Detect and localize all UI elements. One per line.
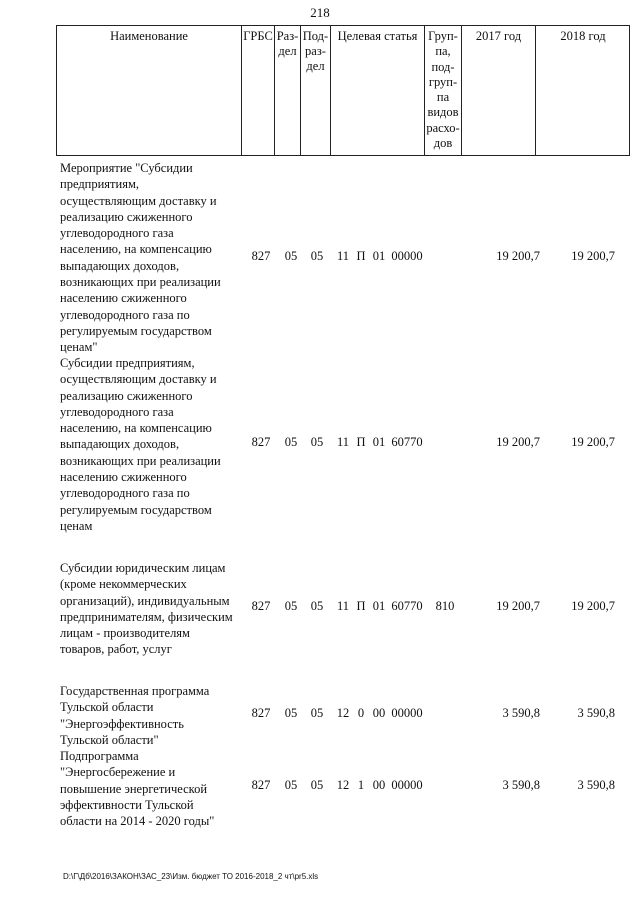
row-amount-2017: 3 590,8 bbox=[502, 706, 540, 720]
row-target-subprogram: П bbox=[356, 435, 366, 449]
row-podrazdel: 05 bbox=[310, 249, 324, 263]
row-target-program: 12 bbox=[336, 778, 350, 792]
row-target-event: 00 bbox=[372, 778, 386, 792]
row-target-event: 01 bbox=[372, 435, 386, 449]
row-podrazdel: 05 bbox=[310, 435, 324, 449]
file-path-footer: D:\Г\Дб\2016\ЗАКОН\ЗАС_23\Изм. бюджет ТО 2016-2018_2 чт\pr5.xls bbox=[63, 872, 319, 881]
header-grbs: ГРБС bbox=[243, 29, 273, 43]
row-grbs: 827 bbox=[251, 599, 271, 613]
row-amount-2018: 19 200,7 bbox=[571, 599, 615, 613]
row-target-direction: 60770 bbox=[391, 435, 423, 449]
row-target-subprogram: П bbox=[356, 599, 366, 613]
row-name: Государственная программа Тульской области "Энергоэффективность Тульской области" bbox=[60, 684, 210, 747]
header-razdel: Раз- дел bbox=[276, 29, 299, 58]
row-amount-2017: 19 200,7 bbox=[496, 435, 540, 449]
row-amount-2018: 3 590,8 bbox=[577, 706, 615, 720]
row-razdel: 05 bbox=[284, 249, 298, 263]
row-target-direction: 00000 bbox=[391, 778, 423, 792]
row-razdel: 05 bbox=[284, 706, 298, 720]
header-name: Наименование bbox=[110, 29, 188, 43]
row-grbs: 827 bbox=[251, 435, 271, 449]
row-target-event: 01 bbox=[372, 599, 386, 613]
row-amount-2017: 3 590,8 bbox=[502, 778, 540, 792]
header-box bbox=[56, 25, 630, 156]
row-amount-2018: 3 590,8 bbox=[577, 778, 615, 792]
header-expense-group: Груп- па, под- груп- па видов расхо- дов bbox=[426, 29, 460, 151]
row-target-subprogram: П bbox=[356, 249, 366, 263]
row-razdel: 05 bbox=[284, 435, 298, 449]
row-podrazdel: 05 bbox=[310, 706, 324, 720]
row-target-program: 11 bbox=[336, 435, 350, 449]
row-target-direction: 60770 bbox=[391, 599, 423, 613]
row-target-subprogram: 0 bbox=[357, 706, 365, 720]
row-name: Субсидии юридическим лицам (кроме некоммерческих организаций), индивидуальным предпринимателям, физическим лицам - производителям товаров, работ, услуг bbox=[60, 561, 233, 657]
row-amount-2017: 19 200,7 bbox=[496, 249, 540, 263]
row-razdel: 05 bbox=[284, 778, 298, 792]
header-podrazdel: Под- раз- дел bbox=[302, 29, 329, 73]
row-name: Субсидии предприятиям, осуществляющим доставку и реализацию сжиженного углеводородного газа населению, на компенсацию выпадающих доходов, возникающих при реализации населению сжиженного углеводородного газа по регулируемым государством ценам bbox=[60, 356, 221, 533]
row-target-event: 00 bbox=[372, 706, 386, 720]
row-target-program: 12 bbox=[336, 706, 350, 720]
row-razdel: 05 bbox=[284, 599, 298, 613]
header-target-article: Целевая статья bbox=[337, 29, 418, 43]
row-target-direction: 00000 bbox=[391, 706, 423, 720]
row-target-program: 11 bbox=[336, 599, 350, 613]
row-grbs: 827 bbox=[251, 778, 271, 792]
header-2017: 2017 год bbox=[475, 29, 522, 43]
row-podrazdel: 05 bbox=[310, 778, 324, 792]
row-amount-2017: 19 200,7 bbox=[496, 599, 540, 613]
row-grbs: 827 bbox=[251, 249, 271, 263]
row-podrazdel: 05 bbox=[310, 599, 324, 613]
row-expense-group: 810 bbox=[435, 599, 455, 613]
row-grbs: 827 bbox=[251, 706, 271, 720]
header-2018: 2018 год bbox=[560, 29, 606, 43]
row-target-event: 01 bbox=[372, 249, 386, 263]
row-amount-2018: 19 200,7 bbox=[571, 249, 615, 263]
row-name: Подпрограмма "Энергосбережение и повышение энергетической эффективности Тульской области на 2014 - 2020 годы" bbox=[60, 749, 215, 829]
row-target-subprogram: 1 bbox=[357, 778, 365, 792]
row-name: Мероприятие "Субсидии предприятиям, осуществляющим доставку и реализацию сжиженного углеводородного газа населению, на компенсацию выпадающих доходов, возникающих при реализации населению сжиженного углеводородного газа по регулируемым государством ценам" bbox=[60, 161, 221, 355]
row-target-program: 11 bbox=[336, 249, 350, 263]
page-number: 218 bbox=[310, 5, 330, 20]
row-amount-2018: 19 200,7 bbox=[571, 435, 615, 449]
row-target-direction: 00000 bbox=[391, 249, 423, 263]
